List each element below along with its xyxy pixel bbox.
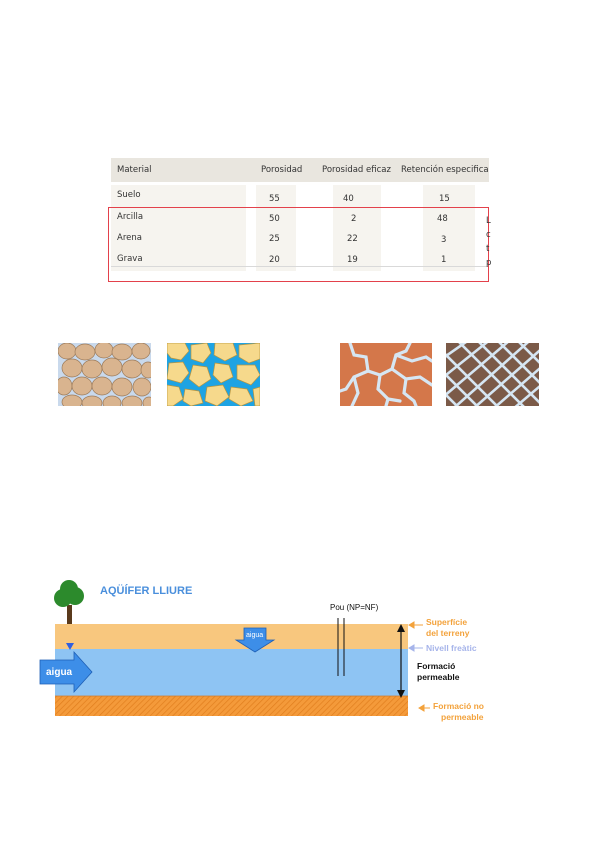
permeable-label-line2: permeable [417, 672, 460, 682]
unsaturated-zone [55, 624, 408, 649]
jointed-rock-image [446, 343, 539, 406]
permeable-label-line1: Formació [417, 661, 456, 671]
well-label: Pou (NP=NF) [330, 603, 379, 612]
cell-porosidad: 25 [269, 234, 280, 244]
tree-icon [54, 580, 84, 624]
cell-material: Suelo [117, 190, 141, 200]
cell-porosidad: 20 [269, 255, 280, 265]
header-material: Material [117, 165, 152, 175]
highlight-box [108, 207, 492, 282]
surface-label-line1: Superfície [426, 617, 468, 627]
cell-retencion: 48 [437, 214, 448, 224]
cell-material: Arena [117, 233, 142, 243]
cell-porosidad: 55 [269, 194, 280, 204]
free-aquifer-diagram [0, 570, 600, 720]
rounded-grains-image [58, 343, 151, 406]
irregular-grains-image [167, 343, 260, 406]
header-retencion: Retención especifica [401, 165, 489, 175]
impermeable-label-line1: Formació no [433, 701, 485, 711]
water-table-label: Nivell freàtic [426, 643, 477, 653]
header-eficaz: Porosidad eficaz [322, 165, 391, 175]
cell-eficaz: 2 [351, 214, 357, 224]
cell-porosidad: 50 [269, 214, 280, 224]
lateral-arrow-label: aigua [46, 667, 73, 678]
cell-retencion: 3 [441, 235, 447, 245]
infiltration-label: aigua [246, 632, 264, 639]
cell-retencion: 1 [441, 255, 447, 265]
cell-retencion: 15 [439, 194, 450, 204]
cut-off-text: L c t p [486, 216, 492, 268]
cell-eficaz: 19 [347, 255, 358, 265]
cell-eficaz: 22 [347, 234, 358, 244]
saturated-zone [55, 649, 408, 696]
impermeable-label-line2: permeable [441, 712, 484, 722]
header-porosidad: Porosidad [261, 165, 303, 175]
cell-material: Arcilla [117, 212, 144, 222]
impermeable-layer [55, 696, 408, 716]
surface-label-line2: del terreny [426, 628, 470, 638]
fractured-rock-image [340, 343, 432, 406]
cell-material: Grava [117, 254, 143, 264]
diagram-title: AQÜÍFER LLIURE [100, 585, 193, 597]
cell-eficaz: 40 [343, 194, 354, 204]
